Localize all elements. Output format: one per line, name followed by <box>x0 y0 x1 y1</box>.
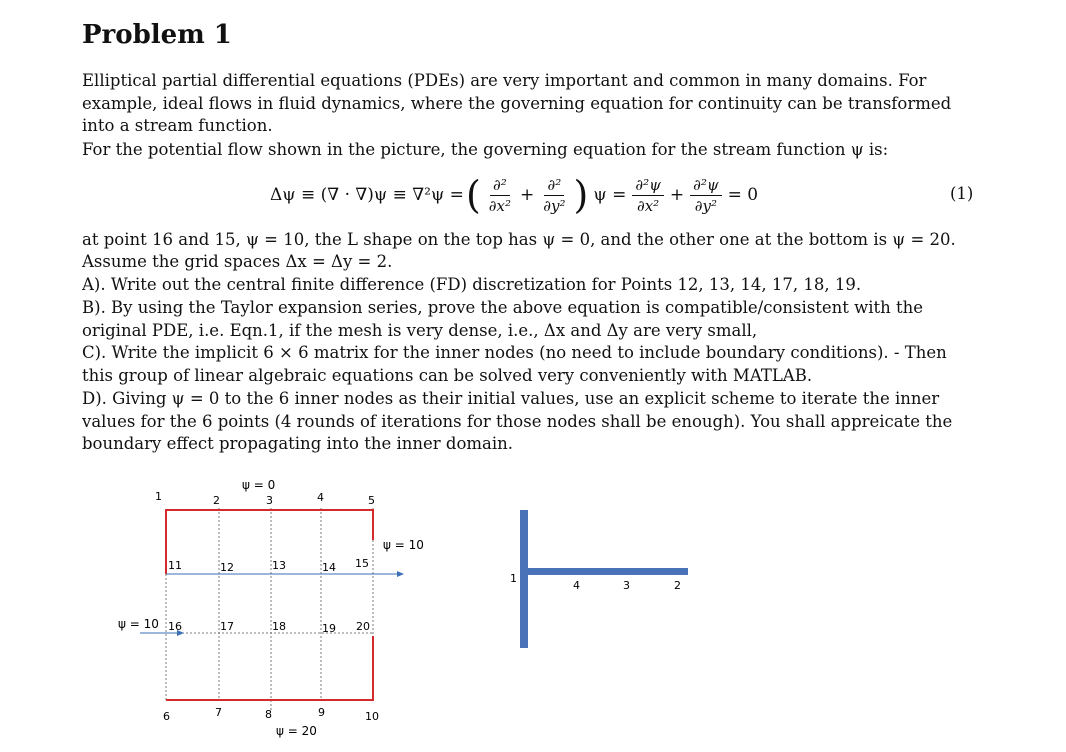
part-b: B). By using the Taylor expansion series, prove the above equation is compatible/consistent with the original PDE, i.e. Eqn.1, if the mesh is very dense, i.e., Δx and Δy are very small, <box>82 298 924 340</box>
equation-lhs: Δψ ≡ (∇ · ∇)ψ ≡ ∇²ψ = <box>270 185 464 205</box>
fraction-numerator: ∂² <box>490 175 510 196</box>
grid-lines <box>166 508 373 710</box>
node-label: 10 <box>365 710 379 723</box>
fraction-denominator: ∂x² <box>636 196 660 215</box>
bottom-l-wall <box>166 636 373 700</box>
plus-sign: + <box>520 185 535 205</box>
t-label: 3 <box>623 579 630 592</box>
grid-spacing: Assume the grid spaces Δx = Δy = 2. <box>82 252 393 271</box>
psi-equals: ψ = <box>593 185 627 205</box>
node-label: 20 <box>356 620 370 633</box>
node-label: 1 <box>155 490 162 503</box>
node-label: 2 <box>213 494 220 507</box>
t-vertical-bar <box>520 510 528 648</box>
label-top-psi: ψ = 0 <box>242 478 276 492</box>
top-l-wall <box>166 510 373 574</box>
label-left-psi: ψ = 10 <box>118 617 159 631</box>
problem-title: Problem 1 <box>82 20 232 50</box>
t-shape-figure <box>510 510 688 648</box>
boundary-conditions: at point 16 and 15, ψ = 10, the L shape on the top has ψ = 0, and the other one at the bottom is ψ = 20. <box>82 230 956 249</box>
node-label: 5 <box>368 494 375 507</box>
intro-paragraph: Elliptical partial differential equations (PDEs) are very important and common in many domains. For example, ideal flows in fluid dynamics, where the governing equation for continuity can be transformed into a stream function. <box>82 71 952 135</box>
part-c: C). Write the implicit 6 × 6 matrix for the inner nodes (no need to include boundary conditions). - Then this group of linear algebraic equations can be solved very conveniently with MATLAB. <box>82 343 947 385</box>
fraction-denominator: ∂y² <box>543 196 566 215</box>
node-label: 7 <box>215 706 222 719</box>
node-label: 18 <box>272 620 286 633</box>
node-label: 6 <box>163 710 170 723</box>
node-label: 12 <box>220 561 234 574</box>
node-label: 15 <box>355 557 369 570</box>
node-labels <box>155 490 379 723</box>
fraction-numerator: ∂²ψ <box>632 175 664 196</box>
walls <box>166 510 373 700</box>
fraction-denominator: ∂x² <box>488 196 511 215</box>
part-d: D). Giving ψ = 0 to the 6 inner nodes as their initial values, use an explicit scheme to iterate the inner values for the 6 points (4 rounds of iterations for those nodes shall be enough). You shall appreicate the boundary effect propagating into the inner domain. <box>82 389 953 453</box>
node-label: 9 <box>318 706 325 719</box>
node-label: 4 <box>317 491 324 504</box>
node-label: 11 <box>168 559 182 572</box>
node-label: 3 <box>266 494 273 507</box>
fraction-numerator: ∂²ψ <box>690 175 722 196</box>
fraction-numerator: ∂² <box>544 175 564 196</box>
t-label: 1 <box>510 572 517 585</box>
node-label: 14 <box>322 561 336 574</box>
equation-rhs: = 0 <box>727 185 759 205</box>
paren-open: ( <box>465 173 481 217</box>
node-label: 19 <box>322 622 336 635</box>
equation-lead: For the potential flow shown in the picture, the governing equation for the stream function ψ is: <box>82 140 889 159</box>
label-bottom-psi: ψ = 20 <box>276 724 317 738</box>
node-label: 8 <box>265 708 272 721</box>
node-label: 13 <box>272 559 286 572</box>
paren-close: ) <box>573 173 589 217</box>
t-horizontal-bar <box>524 568 688 575</box>
node-label: 16 <box>168 620 182 633</box>
t-label: 4 <box>573 579 580 592</box>
outflow-arrow-head <box>397 571 404 577</box>
label-right-psi: ψ = 10 <box>383 538 424 552</box>
t-label: 2 <box>674 579 681 592</box>
plus-sign: + <box>669 185 685 205</box>
part-a: A). Write out the central finite difference (FD) discretization for Points 12, 13, 14, 17, 18, 19. <box>82 275 862 294</box>
equation-number: (1) <box>950 184 974 203</box>
fraction-denominator: ∂y² <box>694 196 717 215</box>
node-label: 17 <box>220 620 234 633</box>
